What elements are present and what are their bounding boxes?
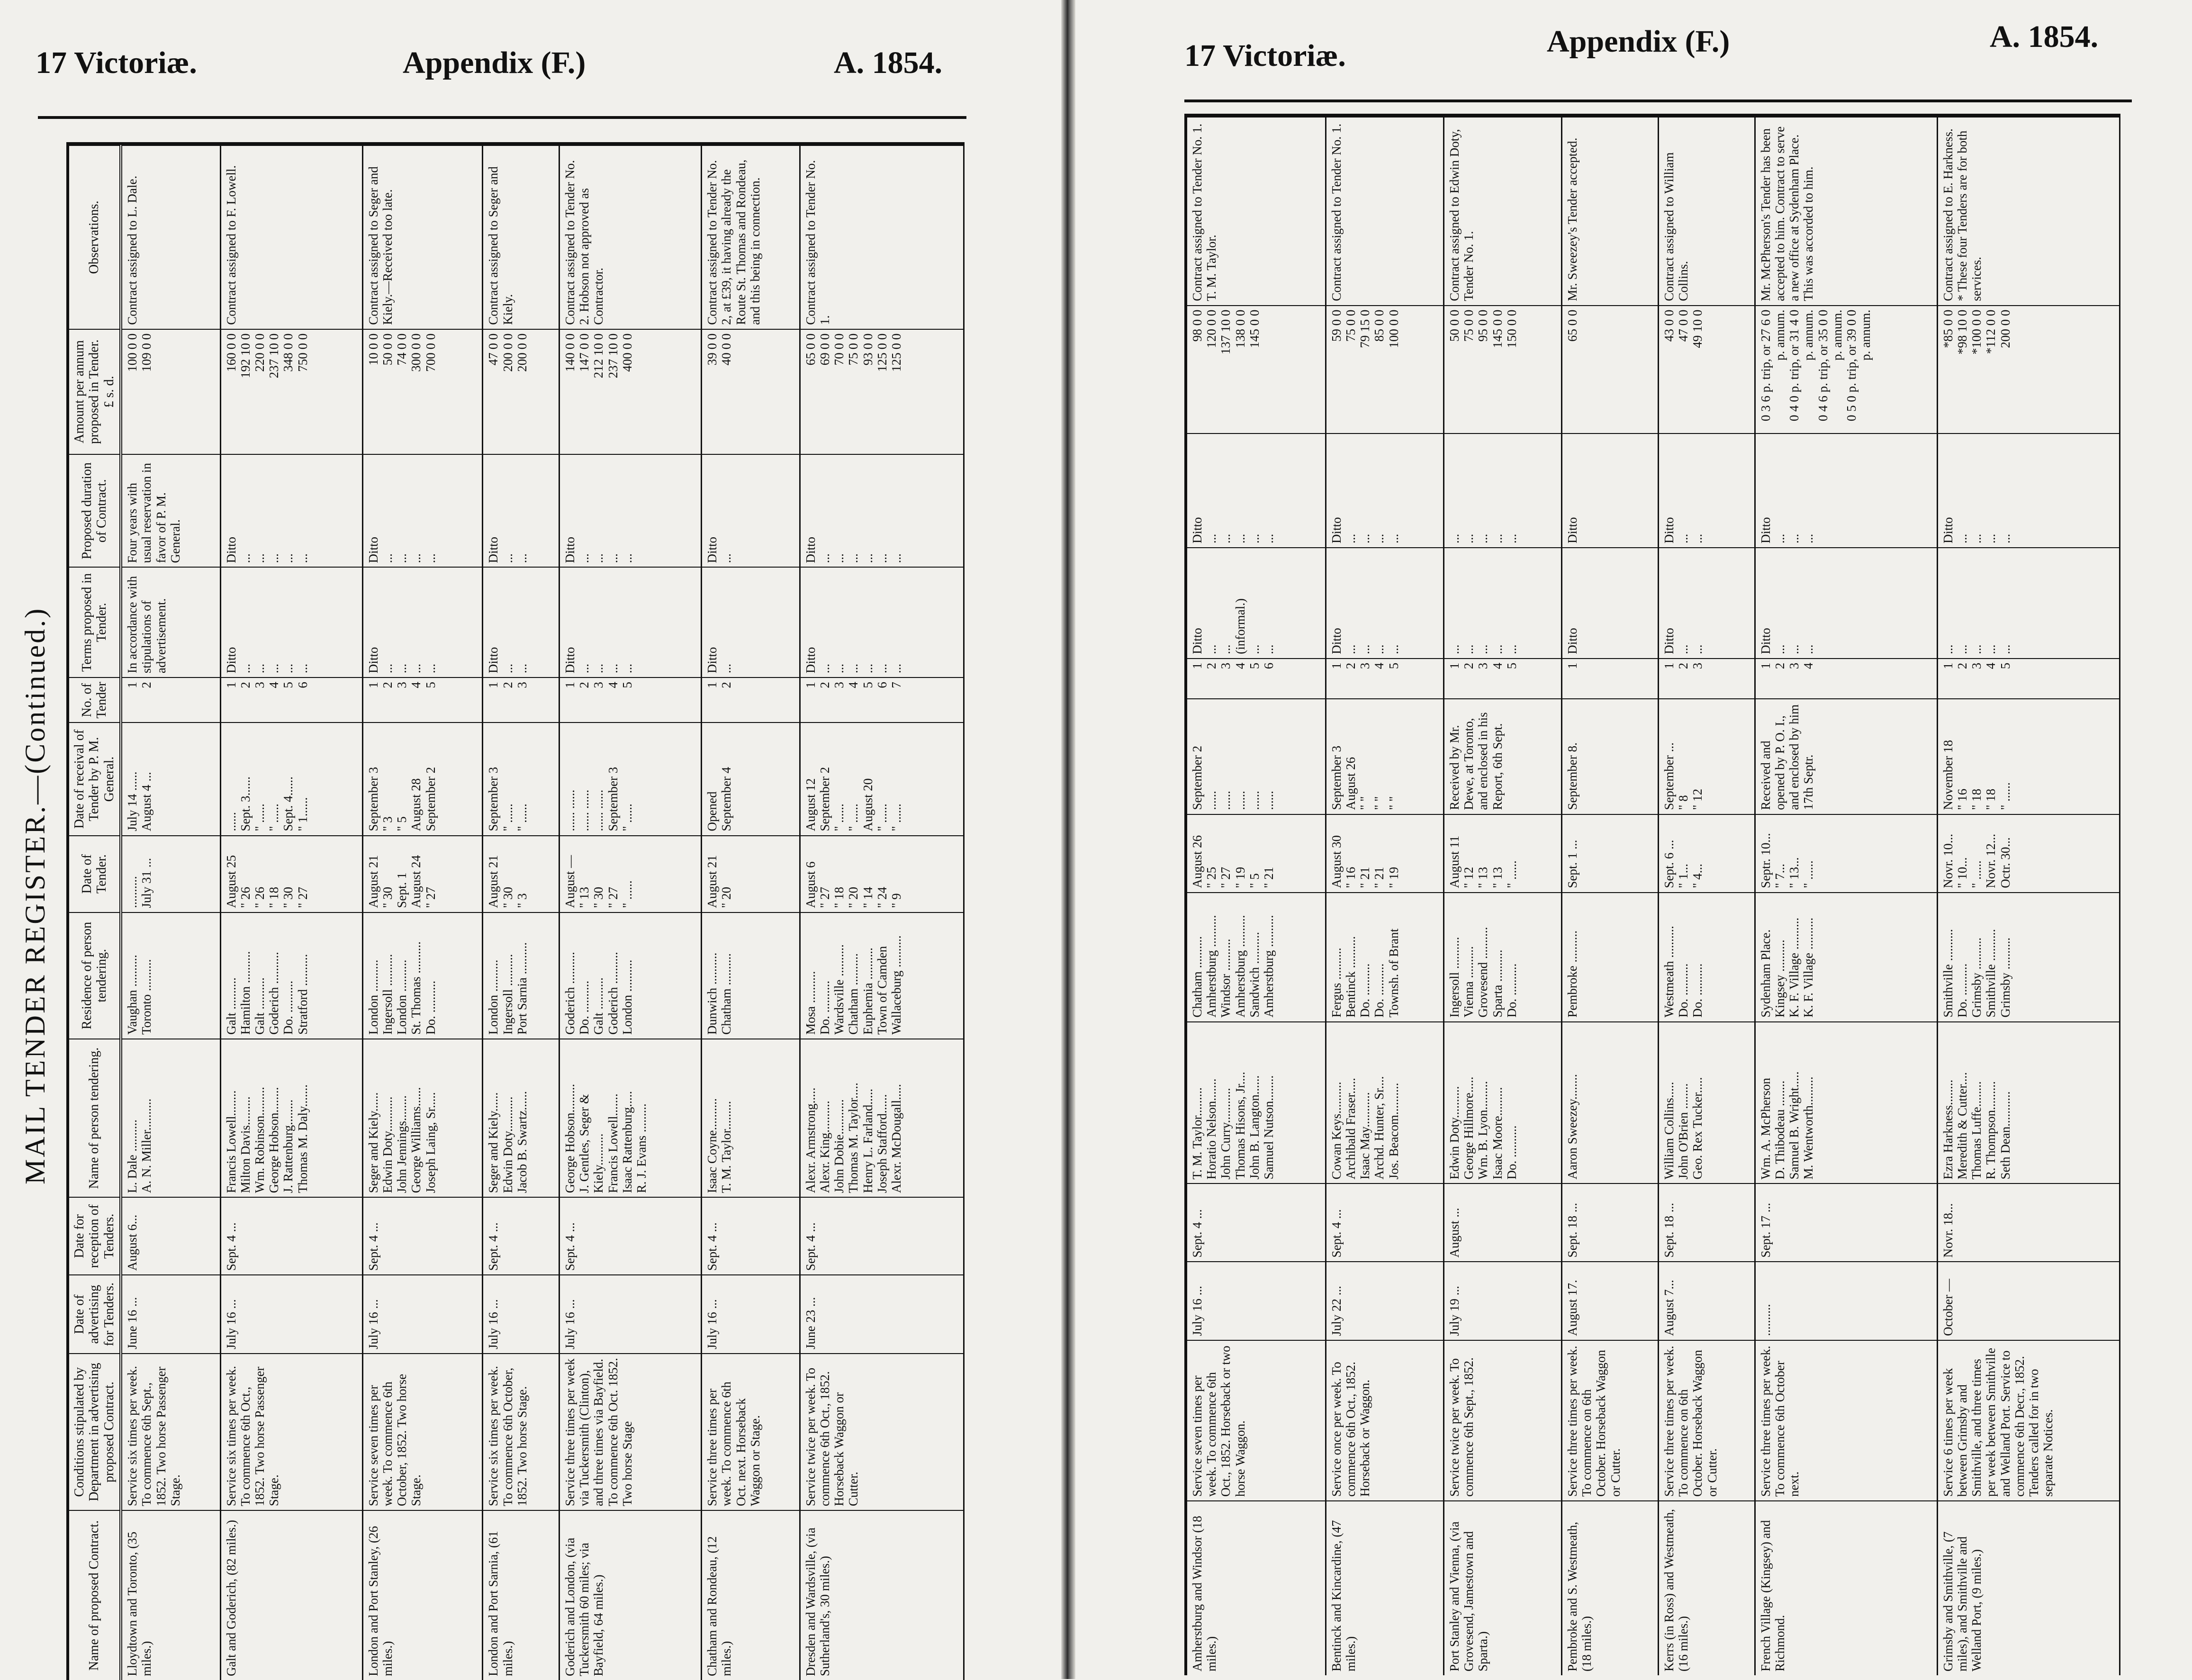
cell-duration: Four years with usual reservation in favor of P. M. General. <box>121 454 220 567</box>
table-row <box>800 145 964 1680</box>
cell-persons: Aaron Sweezey........ <box>1562 1022 1659 1184</box>
cell-conditions: Service twice per week. To commence 6th Sept., 1852. <box>1443 1340 1561 1501</box>
cell-numbers: 1 2 3 4 5 <box>1326 659 1443 699</box>
cell-persons: Seger and Kiely...... Edwin Doty........... John Jennings........ George Williams...... Joseph Laing, Sr..... <box>362 1039 483 1197</box>
cell-duration: Ditto ... ... ... ... ... <box>1187 434 1326 548</box>
cell-conditions: Service once per week. To commence 6th Oct., 1852. Horseback or Waggon. <box>1326 1340 1443 1501</box>
cell-duration: Ditto ... ... ... ... <box>559 454 701 567</box>
cell-tender-date: August 21 " 30 Sept. 1 August 24 " 27 <box>362 836 483 912</box>
cell-amount: 47 0 0 200 0 0 200 0 0 <box>483 329 559 454</box>
cell-tender-date: Novr. 10... " 10... " ...... Novr. 12... Octr. 30... <box>1937 814 2120 893</box>
cell-persons: Wm. A. McPherson D. Thibodeau ........ Samuel B. Wright..... M. Wentworth......... <box>1755 1022 1937 1184</box>
cell-tender-date: .......... July 31 ... <box>121 836 220 912</box>
cell-duration: Ditto ... <box>702 454 800 567</box>
cell-numbers: 1 <box>1562 659 1659 699</box>
table-row <box>220 145 362 1680</box>
register-table <box>69 145 965 1680</box>
cell-observations: Contract assigned to Tender No. 1. <box>1326 117 1443 306</box>
cell-duration: ... ... ... ... ... <box>1443 434 1561 548</box>
cell-numbers: 1 2 3 <box>483 677 559 723</box>
table-row <box>483 145 559 1680</box>
cell-residence: Sydenham Place. Kingsey .......... K. F. Village .......... K. F. Village .......... <box>1755 893 1937 1022</box>
cell-persons: Francis Lowell........ Milton Davis......... Wm. Robinson......... George Hobson........ J. Rattenburg........ Thomas M. Daly....... <box>220 1039 362 1197</box>
session-label: 17 Victoriæ. <box>36 45 197 80</box>
cell-conditions: Service three times per week. To commence on 6th October. Horseback Waggon or Cutter. <box>1562 1340 1659 1501</box>
cell-reception: Sept. 4 ... <box>362 1197 483 1275</box>
cell-reception: Novr. 18... <box>1937 1183 2120 1262</box>
cell-contract: Lloydtown and Toronto, (35 miles.) <box>121 1510 220 1680</box>
cell-conditions: Service three times per week. To commence 6th Oct. next. Horseback Waggon or Stage. <box>702 1354 800 1510</box>
cell-duration: Ditto ... ... ... ... <box>1937 434 2120 548</box>
cell-duration: Ditto ... ... ... ... ... ... <box>800 454 964 567</box>
cell-amount: 100 0 0 109 0 0 <box>121 329 220 454</box>
cell-advertised: July 16 ... <box>220 1275 362 1354</box>
cell-duration: Ditto ... ... ... <box>1755 434 1937 548</box>
table-row <box>1443 117 1561 1675</box>
cell-persons: George Hobson......... J. Gentles, Seger & Kiely.......... Francis Lowell....... Isaac Rattenburg..... R. J. Evans ......... <box>559 1039 701 1197</box>
table-row <box>1187 117 1326 1675</box>
cell-advertised: July 16 ... <box>483 1275 559 1354</box>
cell-residence: Fergus .......... Bentinck .......... Do. .......... Do. .......... Townsh. of Brant <box>1326 893 1443 1022</box>
table-row <box>702 145 800 1680</box>
cell-received: September 2 ...... ...... ...... ...... ...... <box>1187 699 1326 814</box>
cell-numbers: 1 2 3 4 5 <box>1937 659 2120 699</box>
cell-amount: 65 0 0 <box>1562 306 1659 434</box>
table-row <box>1937 117 2120 1675</box>
cell-contract: Amherstburg and Windsor (18 miles.) <box>1187 1501 1326 1675</box>
column-header: Name of person tendering. <box>69 1039 121 1197</box>
table-rotator <box>69 145 965 1680</box>
cell-amount: 10 0 0 50 0 0 74 0 0 300 0 0 700 0 0 <box>362 329 483 454</box>
cell-contract: Goderich and London, (via Tuckersmith 60 miles; via Bayfield, 64 miles.) <box>559 1510 701 1680</box>
cell-observations: Contract assigned to Edwin Doty, Tender No. 1. <box>1443 117 1561 306</box>
cell-terms: Ditto ... ... <box>483 568 559 678</box>
cell-terms: Ditto ... ... ... ... <box>1326 548 1443 659</box>
year-label: A. 1854. <box>834 45 943 80</box>
cell-terms: Ditto ... ... (informal.) ... ... <box>1187 548 1326 659</box>
cell-tender-date: August 25 " 26 " 26 " 18 " 30 " 27 <box>220 836 362 912</box>
cell-observations: Contract assigned to Tender No. 1. <box>800 145 964 329</box>
cell-terms: ... ... ... ... ... <box>1443 548 1561 659</box>
cell-contract: Kerrs (in Ross) and Westmeath, (16 miles.) <box>1658 1501 1755 1675</box>
cell-reception: Sept. 4 ... <box>559 1197 701 1275</box>
cell-reception: August 6... <box>121 1197 220 1275</box>
appendix-label: Appendix (F.) <box>403 45 586 80</box>
cell-received: September 3 " 3 " 5 August 28 September 2 <box>362 723 483 835</box>
cell-residence: Chatham .......... Amherstburg .......... Windsor .......... Amherstburg .......... Sandwich .......... Amherstburg .......... <box>1187 893 1326 1022</box>
cell-reception: Sept. 18 ... <box>1562 1183 1659 1262</box>
cell-residence: Mosa .......... Do. .......... Wardsville .......... Chatham .......... Euphemia .......... Town of Camden Wallaceburg .......... <box>800 912 964 1039</box>
cell-residence: Goderich .......... Do. .......... Galt .......... Goderich .......... London .......... <box>559 912 701 1039</box>
table-row <box>121 145 220 1680</box>
cell-duration: Ditto ... ... ... ... ... <box>220 454 362 567</box>
table-row <box>1658 117 1755 1675</box>
cell-residence: Smithville .......... Do. .......... Grimsby .......... Smithville .......... Grimsby .......... <box>1937 893 2120 1022</box>
cell-received: ...... ...... ...... ...... ...... ...... September 3 " ...... <box>559 723 701 835</box>
cell-reception: Sept. 4 ... <box>220 1197 362 1275</box>
cell-advertised: July 16 ... <box>362 1275 483 1354</box>
cell-observations: Contract assigned to F. Lowell. <box>220 145 362 329</box>
cell-tender-date: August 21 " 30 " 3 <box>483 836 559 912</box>
cell-persons: Cowan Keys.......... Archibald Fraser..... Isaac May........... Archd. Hunter, Sr.... Jos. Beacom.......... <box>1326 1022 1443 1184</box>
cell-contract: Grimsby and Smithville, (7 miles), and Smithville and Welland Port, (9 miles.) <box>1937 1501 2120 1675</box>
cell-advertised: July 16 ... <box>559 1275 701 1354</box>
cell-received: September 3 August 26 " " " " " " <box>1326 699 1443 814</box>
cell-contract: Bentinck and Kincardine, (47 miles.) <box>1326 1501 1443 1675</box>
cell-conditions: Service three times per week. To commence on 6th October. Horseback Waggon or Cutter. <box>1658 1340 1755 1501</box>
column-header: Date of Tender. <box>69 836 121 912</box>
cell-received: Received by Mr. Dewe, at Toronto, and enclosed in his Report, 6th Sept. <box>1443 699 1561 814</box>
cell-terms: Ditto ... ... ... ... <box>559 568 701 678</box>
cell-advertised: July 22 ... <box>1326 1262 1443 1340</box>
left-page <box>0 0 1068 1679</box>
cell-observations: Mr. McPherson's Tender has been accepted to him. Contract to serve a new office at Sydenham Place. This was accorded to him. <box>1755 117 1937 306</box>
cell-tender-date: Sept. 1 ... <box>1562 814 1659 893</box>
cell-received: August 12 September 2 " ...... " ...... August 20 " ...... " ...... <box>800 723 964 835</box>
cell-tender-date: August — " 13 " 30 " 27 " ...... <box>559 836 701 912</box>
year-label: A. 1854. <box>1990 19 2099 54</box>
cell-persons: Isaac Coyne.......... T. M. Taylor......... <box>702 1039 800 1197</box>
cell-contract: Pembroke and S. Westmeath, (18 miles.) <box>1562 1501 1659 1675</box>
cell-duration: Ditto ... ... ... ... <box>1326 434 1443 548</box>
cell-persons: William Collins..... John O'Brien ........ Geo. Rex Tucker..... <box>1658 1022 1755 1184</box>
cell-received: Opened September 4 <box>702 723 800 835</box>
column-header: Date for reception of Tenders. <box>69 1197 121 1275</box>
column-header: Amount per annum proposed in Tender. £ s. d. <box>69 329 121 454</box>
column-header: Conditions stipulated by Department in advertising proposed Contract. <box>69 1354 121 1510</box>
cell-tender-date: August 6 " 27 " 18 " 20 " 14 " 24 " 9 <box>800 836 964 912</box>
cell-reception: August ... <box>1443 1183 1561 1262</box>
cell-persons: Ezra Harkness........ Meredith & Cutter.... Thomas Luffe........ R. Thompson......... Seth Dean........... <box>1937 1022 2120 1184</box>
cell-amount: *85 0 0 *98 10 0 *100 0 0 *112 0 0 200 0 0 <box>1937 306 2120 434</box>
cell-advertised: June 16 ... <box>121 1275 220 1354</box>
register-table <box>1187 117 2120 1675</box>
column-header: Residence of person tendering. <box>69 912 121 1039</box>
cell-residence: Dunwich .......... Chatham .......... <box>702 912 800 1039</box>
cell-amount: 65 0 0 69 0 0 70 0 0 75 0 0 93 0 0 125 0 0 125 0 0 <box>800 329 964 454</box>
cell-contract: Dresden and Wardsville, (via Sutherland's, 30 miles.) <box>800 1510 964 1680</box>
cell-numbers: 1 2 <box>702 677 800 723</box>
cell-numbers: 1 2 3 4 5 6 <box>220 677 362 723</box>
cell-numbers: 1 2 3 4 <box>1755 659 1937 699</box>
column-header: Name of proposed Contract. <box>69 1510 121 1680</box>
column-header: No. of Tender <box>69 677 121 723</box>
column-header: Observations. <box>69 145 121 329</box>
register-title: MAIL TENDER REGISTER.—(Continued.) <box>19 606 51 1184</box>
cell-advertised: August 17. <box>1562 1262 1659 1340</box>
cell-observations: Contract assigned to Tender No. 2. Hobson not approved as Contractor. <box>559 145 701 329</box>
cell-conditions: Service six times per week. To commence 6th October, 1852. Two horse Stage. <box>483 1354 559 1510</box>
cell-contract: Chatham and Rondeau, (12 miles.) <box>702 1510 800 1680</box>
cell-contract: London and Port Stanley, (26 miles.) <box>362 1510 483 1680</box>
column-header: Proposed duration of Contract. <box>69 454 121 567</box>
cell-advertised: October — <box>1937 1262 2120 1340</box>
cell-conditions: Service 6 times per week between Grimsby and Smithville, and three times per week between Smithville and Welland Port. Service to commence 6th Decr., 1852. Tenders called for in two separate Notices. <box>1937 1340 2120 1501</box>
cell-residence: Ingersoll .......... Vienna .......... Grovesend .......... Sparta .......... Do. .......... <box>1443 893 1561 1022</box>
cell-persons: Edwin Doty.......... George Hillmore..... Wm. B. Lyon......... Isaac Moore......... Do. .......... <box>1443 1022 1561 1184</box>
cell-observations: Contract assigned to Seger and Kiely.—Received too late. <box>362 145 483 329</box>
cell-observations: Contract assigned to Tender No. 2, at £39, it having already the Route St. Thomas and Rondeau, and this being in connection. <box>702 145 800 329</box>
cell-received: September 3 " ...... " ...... <box>483 723 559 835</box>
cell-observations: Contract assigned to E. Harkness. * These four Tenders are for both services. <box>1937 117 2120 306</box>
table-row <box>559 145 701 1680</box>
cell-advertised: July 16 ... <box>702 1275 800 1354</box>
cell-terms: Ditto ... ... ... <box>1755 548 1937 659</box>
cell-amount: 98 0 0 120 0 0 137 10 0 138 0 0 145 0 0 <box>1187 306 1326 434</box>
cell-residence: Galt .......... Hamilton .......... Galt .......... Goderich .......... Do. .......... Stratford .......... <box>220 912 362 1039</box>
session-label: 17 Victoriæ. <box>1184 38 1346 73</box>
cell-received: Received and opened by P. O. I., and enclosed by him 17th Septr. <box>1755 699 1937 814</box>
header-rule <box>1184 99 2132 102</box>
cell-residence: London .......... Ingersoll .......... London .......... St. Thomas .......... Do. .......... <box>362 912 483 1039</box>
cell-tender-date: August 26 " 25 " 27 " 19 " 5 " 21 <box>1187 814 1326 893</box>
cell-terms: Ditto ... <box>702 568 800 678</box>
cell-numbers: 1 2 3 <box>1658 659 1755 699</box>
table-row <box>362 145 483 1680</box>
cell-observations: Mr. Sweezey's Tender accepted. <box>1562 117 1659 306</box>
cell-amount: 59 0 0 75 0 0 79 15 0 85 0 0 100 0 0 <box>1326 306 1443 434</box>
cell-received: ...... Sept. 3...... " ...... " ...... Sept. 4...... " 1...... <box>220 723 362 835</box>
cell-reception: Sept. 4 ... <box>1326 1183 1443 1262</box>
cell-persons: T. M. Taylor......... Horatio Nelson....... John Curry........... Thomas Hisons, Jr.... John B. Langton...... Samuel Nutson........ <box>1187 1022 1326 1184</box>
column-header: Date of advertising for Tenders. <box>69 1275 121 1354</box>
cell-residence: Pembroke .......... <box>1562 893 1659 1022</box>
cell-duration: Ditto ... ... ... ... <box>362 454 483 567</box>
register-table-left <box>66 142 965 1680</box>
cell-terms: Ditto ... ... ... ... ... ... <box>800 568 964 678</box>
cell-duration: Ditto ... ... <box>483 454 559 567</box>
cell-persons: Alexr. Armstrong..... Alexr. King.......... John Dobie........... Thomas M. Taylor..... Henry L. Farland..... Joseph Stafford...... Alexr. McDougall..... <box>800 1039 964 1197</box>
cell-reception: Sept. 4 ... <box>800 1197 964 1275</box>
cell-conditions: Service three times per week. To commence 6th October next. <box>1755 1340 1937 1501</box>
column-header: Date of receival of Tender by P. M. General. <box>69 723 121 835</box>
cell-contract: Galt and Goderich, (82 miles.) <box>220 1510 362 1680</box>
cell-numbers: 1 2 3 4 5 <box>1443 659 1561 699</box>
register-table-right <box>1184 114 2120 1675</box>
cell-terms: Ditto ... ... ... ... <box>362 568 483 678</box>
cell-observations: Contract assigned to William Collins. <box>1658 117 1755 306</box>
table-row <box>1326 117 1443 1675</box>
cell-reception: Sept. 4 ... <box>483 1197 559 1275</box>
cell-advertised: July 16 ... <box>1187 1262 1326 1340</box>
cell-terms: ... ... ... ... ... <box>1937 548 2120 659</box>
cell-conditions: Service six times per week. To commence 6th Oct., 1852. Two horse Passenger Stage. <box>220 1354 362 1510</box>
cell-observations: Contract assigned to L. Dale. <box>121 145 220 329</box>
cell-persons: Seger and Kiely...... Edwin Doty........... Jacob B. Swartz...... <box>483 1039 559 1197</box>
cell-numbers: 1 2 3 4 5 6 7 <box>800 677 964 723</box>
cell-contract: Port Stanley and Vienna, (via Grovesend, Jamestown and Sparta.) <box>1443 1501 1561 1675</box>
cell-amount: 160 0 0 192 10 0 220 0 0 237 10 0 348 0 0 750 0 0 <box>220 329 362 454</box>
cell-conditions: Service seven times per week. To commence 6th Oct., 1852. Horseback or two horse Waggon. <box>1187 1340 1326 1501</box>
cell-terms: Ditto <box>1562 548 1659 659</box>
cell-advertised: July 19 ... <box>1443 1262 1561 1340</box>
cell-numbers: 1 2 3 4 5 6 <box>1187 659 1326 699</box>
table-row <box>1755 117 1937 1675</box>
cell-terms: Ditto ... ... ... ... ... <box>220 568 362 678</box>
cell-numbers: 1 2 3 4 5 <box>559 677 701 723</box>
cell-tender-date: Sept. 6 ... " 1... " 4... <box>1658 814 1755 893</box>
cell-persons: L. Dale .......... A. N. Miller.......... <box>121 1039 220 1197</box>
cell-conditions: Service twice per week. To commence 6th Oct., 1852. Horseback Waggon or Cutter. <box>800 1354 964 1510</box>
cell-advertised: .......... <box>1755 1262 1937 1340</box>
cell-reception: Sept. 4 ... <box>702 1197 800 1275</box>
cell-received: July 14 ...... August 4 ... <box>121 723 220 835</box>
cell-received: September 8. <box>1562 699 1659 814</box>
cell-amount: 50 0 0 75 0 0 95 0 0 145 0 0 150 0 0 <box>1443 306 1561 434</box>
right-page <box>1068 0 2192 1679</box>
column-header-row <box>69 145 121 1680</box>
cell-terms: In accordance with stipulations of advertisement. <box>121 568 220 678</box>
cell-advertised: June 23 ... <box>800 1275 964 1354</box>
header-rule <box>38 116 966 119</box>
cell-terms: Ditto ... ... <box>1658 548 1755 659</box>
appendix-label: Appendix (F.) <box>1547 24 1730 59</box>
cell-conditions: Service three times per week via Tuckersmith (Clinton), and three times via Bayfield. To commence 6th Oct. 1852. Two horse Stage <box>559 1354 701 1510</box>
cell-amount: 0 3 6 p. trip, or 27 6 0 p. annum. 0 4 0 p. trip, or 31 4 0 p. annum. 0 4 6 p. trip, or 35 0 0 p. annum. 0 5 0 p. trip, or 39 0 0 p. annum. <box>1755 306 1937 434</box>
cell-reception: Sept. 18 ... <box>1658 1183 1755 1262</box>
cell-residence: London .......... Ingersoll .......... Port Sarnia .......... <box>483 912 559 1039</box>
amount-units: £ s. d. <box>101 376 117 408</box>
cell-received: September ... " 8 " 12 <box>1658 699 1755 814</box>
cell-conditions: Service seven times per week. To commence 6th October, 1852. Two horse Stage. <box>362 1354 483 1510</box>
cell-reception: Sept. 4 ... <box>1187 1183 1326 1262</box>
table-row <box>1562 117 1659 1675</box>
cell-received: November 18 " 16 " 18 " 18 " ...... <box>1937 699 2120 814</box>
cell-duration: Ditto <box>1562 434 1659 548</box>
cell-observations: Contract assigned to Seger and Kiely. <box>483 145 559 329</box>
cell-amount: 39 0 0 40 0 0 <box>702 329 800 454</box>
cell-duration: Ditto ... ... <box>1658 434 1755 548</box>
cell-conditions: Service six times per week. To commence 6th Sept., 1852. Two horse Passenger Stage. <box>121 1354 220 1510</box>
cell-contract: French Village (Kingsey) and Richmond. <box>1755 1501 1937 1675</box>
cell-residence: Westmeath .......... Do. .......... Do. .......... <box>1658 893 1755 1022</box>
cell-reception: Sept. 17 ... <box>1755 1183 1937 1262</box>
cell-residence: Vaughan .......... Toronto .......... <box>121 912 220 1039</box>
cell-contract: London and Port Sarnia, (61 miles.) <box>483 1510 559 1680</box>
table-rotator <box>1187 117 2120 1675</box>
cell-tender-date: August 30 " 16 " 21 " 21 " 19 <box>1326 814 1443 893</box>
cell-tender-date: Septr. 10... " 7... " 13... " ...... <box>1755 814 1937 893</box>
cell-advertised: August 7... <box>1658 1262 1755 1340</box>
cell-numbers: 1 2 3 4 5 <box>362 677 483 723</box>
cell-amount: 140 0 0 147 0 0 212 10 0 237 10 0 400 0 0 <box>559 329 701 454</box>
column-header: Terms proposed in Tender. <box>69 568 121 678</box>
cell-tender-date: August 11 " 12 " 13 " 13 " ...... <box>1443 814 1561 893</box>
cell-numbers: 1 2 <box>121 677 220 723</box>
cell-tender-date: August 21 " 20 <box>702 836 800 912</box>
cell-amount: 43 0 0 47 0 0 49 10 0 <box>1658 306 1755 434</box>
cell-observations: Contract assigned to Tender No. 1. T. M. Taylor. <box>1187 117 1326 306</box>
